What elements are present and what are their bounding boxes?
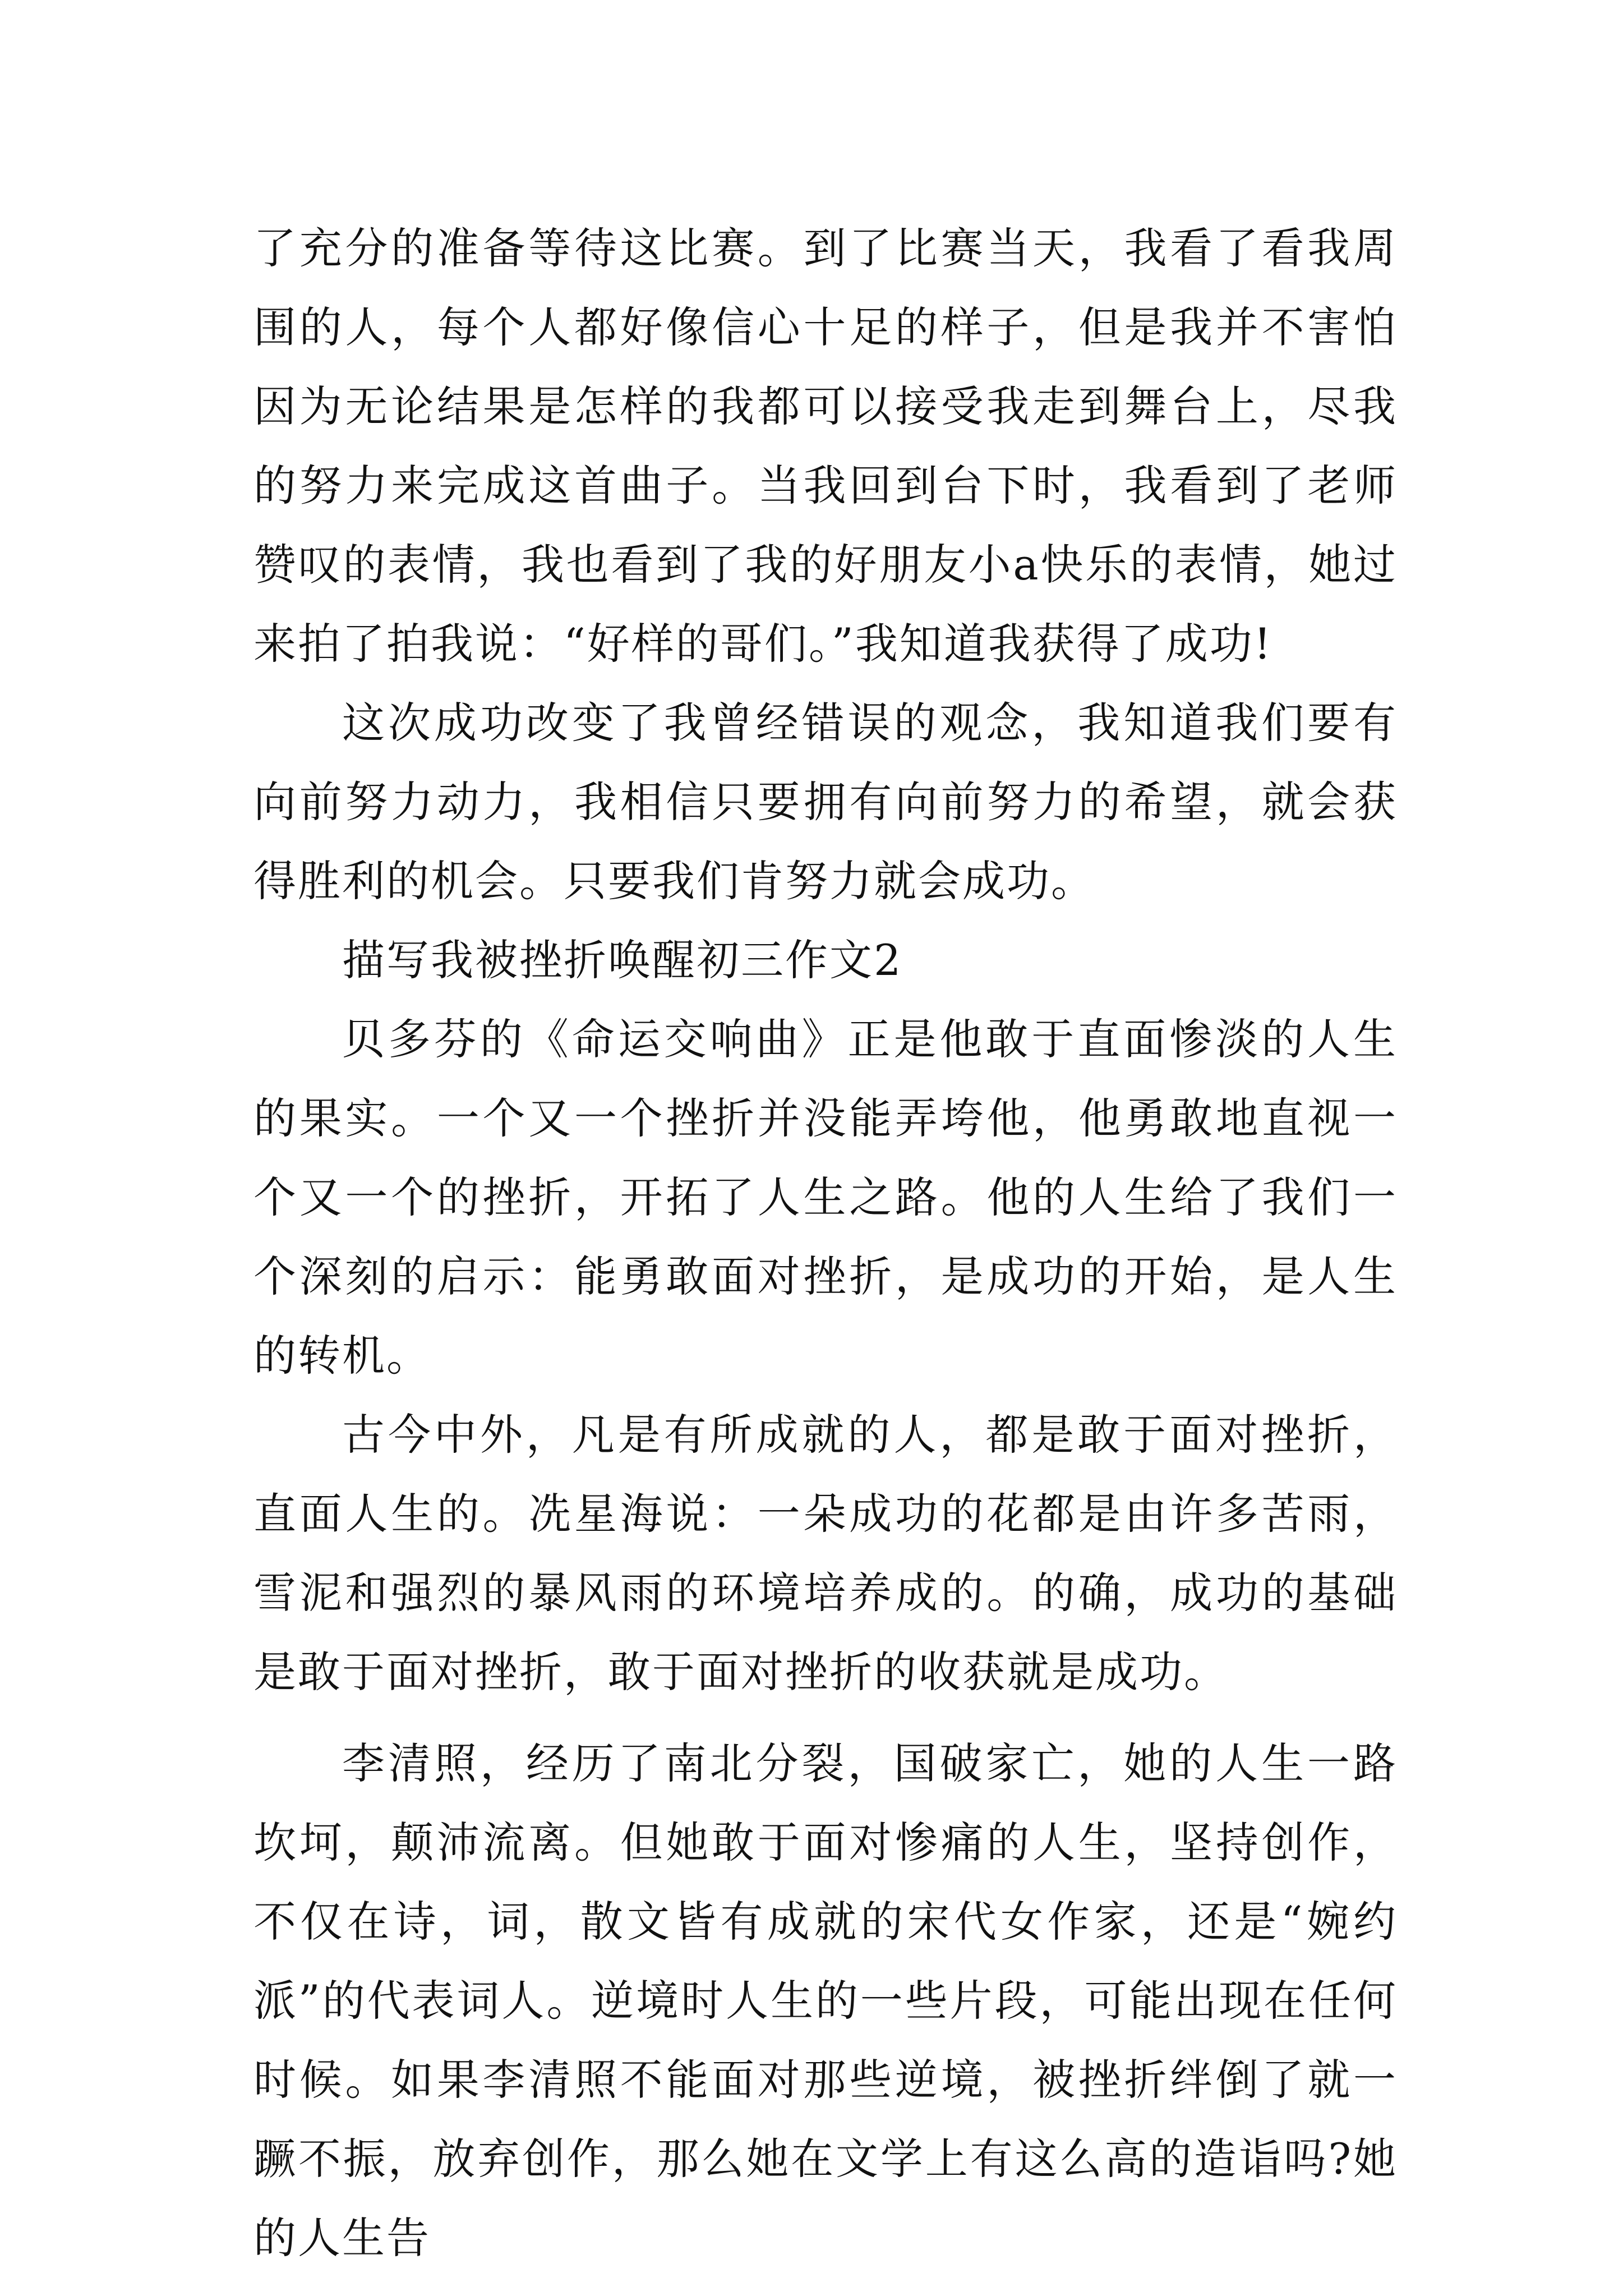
paragraph-4: 古今中外，凡是有所成就的人，都是敢于面对挫折，直面人生的。冼星海说：一朵成功的花都是由许多苦雨，雪泥和强烈的暴风雨的环境培养成的。的确，成功的基础是敢于面对挫折，敢于面对挫折的收获就是成功。 — [253, 1410, 1398, 1697]
paragraph-3: 贝多芬的《命运交响曲》正是他敢于直面惨淡的人生的果实。一个又一个挫折并没能弄垮他，他勇敢地直视一个又一个的挫折，开拓了人生之路。他的人生给了我们一个深刻的启示：能勇敢面对挫折，是成功的开始，是人生的转机。 — [253, 1014, 1398, 1381]
body-text — [253, 209, 1398, 2277]
paragraph-5: 李清照，经历了南北分裂，国破家亡，她的人生一路坎坷，颠沛流离。但她敢于面对惨痛的人生，坚持创作，不仅在诗，词，散文皆有成就的宋代女作家，还是“婉约派”的代表词人。逆境时人生的一些片段，可能出现在任何时候。如果李清照不能面对那些逆境，被挫折绊倒了就一蹶不振，放弃创作，那么她在文学上有这么高的造诣吗?她的人生告 — [253, 1738, 1398, 2263]
paragraph-1: 了充分的准备等待这比赛。到了比赛当天，我看了看我周围的人，每个人都好像信心十足的样子，但是我并不害怕因为无论结果是怎样的我都可以接受我走到舞台上，尽我的努力来完成这首曲子。当我回到台下时，我看到了老师赞叹的表情，我也看到了我的好朋友小a快乐的表情，她过来拍了拍我说：“好样的哥们。”我知道我获得了成功! — [253, 223, 1398, 669]
paragraph-2: 这次成功改变了我曾经错误的观念，我知道我们要有向前努力动力，我相信只要拥有向前努力的希望，就会获得胜利的机会。只要我们肯努力就会成功。 — [253, 698, 1398, 906]
section-heading: 描写我被挫折唤醒初三作文2 — [342, 935, 903, 985]
